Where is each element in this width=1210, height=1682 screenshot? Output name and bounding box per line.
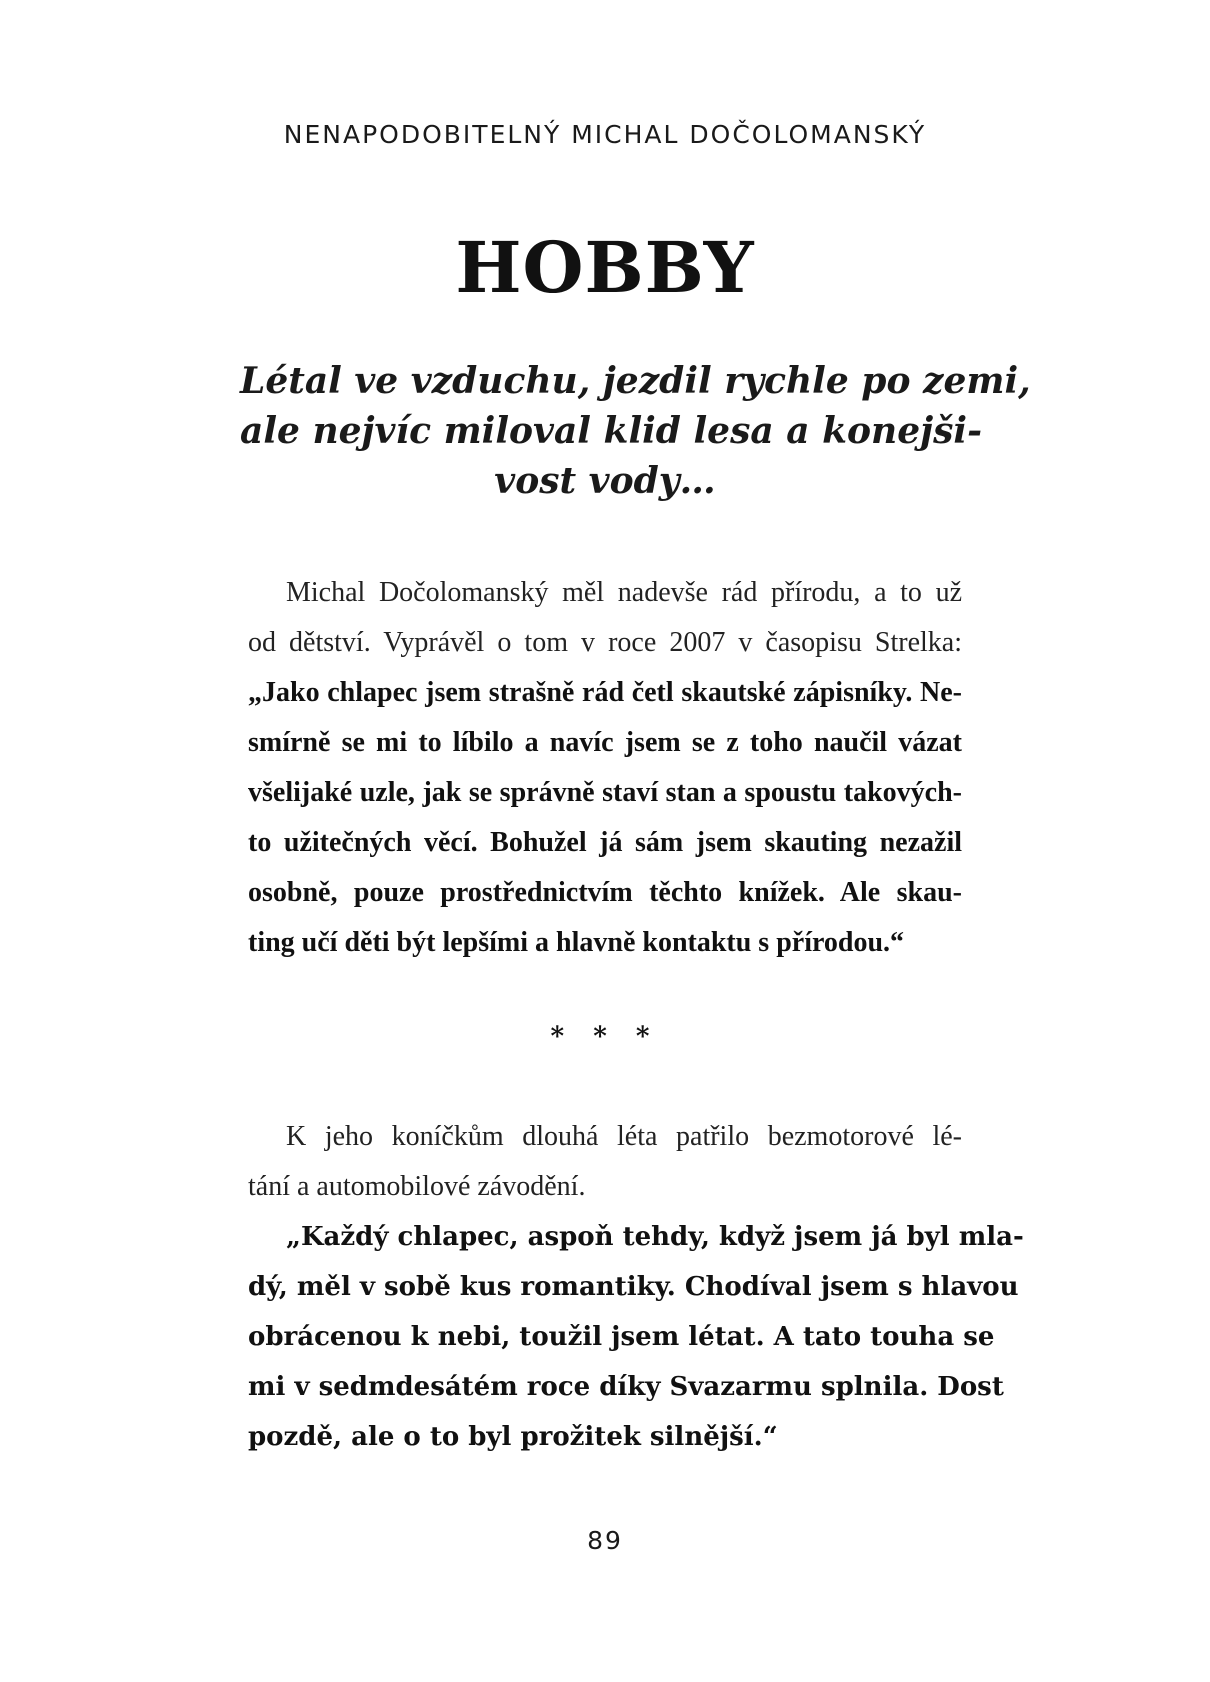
- quote-line: všelijaké uzle, jak se správně staví stan a spoustu takových-: [248, 777, 962, 808]
- quote-line: pozdě, ale o to byl prožitek silnější.“: [248, 1422, 778, 1452]
- subtitle-line: Létal ve vzduchu, jezdil rychle po zemi,: [240, 360, 1031, 402]
- subtitle-line: vost vody…: [494, 460, 716, 502]
- quote-line: dý, měl v sobě kus romantiky. Chodíval jsem s hlavou: [248, 1272, 1019, 1302]
- quote-line: „Každý chlapec, aspoň tehdy, když jsem já byl mla-: [286, 1222, 1024, 1252]
- quote-line: smírně se mi to líbilo a navíc jsem se z toho naučil vázat: [248, 727, 962, 758]
- quote-line: ting učí děti být lepšími a hlavně kontaktu s přírodou.“: [248, 927, 905, 958]
- paragraph-hobbies: [248, 1112, 962, 1212]
- subtitle-line: ale nejvíc miloval klid lesa a konejši-: [240, 410, 983, 452]
- quote-line: to užitečných věcí. Bohužel já sám jsem skauting nezažil: [248, 827, 962, 858]
- text-line: K jeho koníčkům dlouhá léta patřilo bezmotorové lé-: [286, 1121, 962, 1152]
- section-separator: * * *: [550, 1022, 660, 1052]
- quote-line: mi v sedmdesátém roce díky Svazarmu splnila. Dost: [248, 1372, 1004, 1402]
- paragraph-quote: [248, 1212, 1024, 1462]
- text-line: od dětství. Vyprávěl o tom v roce 2007 v časopisu Strelka:: [248, 627, 962, 658]
- quote-line: obrácenou k nebi, toužil jsem létat. A tato touha se: [248, 1322, 995, 1352]
- running-head: NENAPODOBITELNÝ MICHAL DOČOLOMANSKÝ: [283, 120, 927, 149]
- chapter-subtitle: [240, 356, 1031, 506]
- page-number: 89: [587, 1526, 623, 1555]
- chapter-title: HOBBY: [455, 226, 755, 309]
- text-line: Michal Dočolomanský měl nadevše rád přírodu, a to už: [286, 577, 962, 608]
- text-line: tání a automobilové závodění.: [248, 1171, 586, 1202]
- quote-line: „Jako chlapec jsem strašně rád četl skautské zápisníky. Ne-: [248, 677, 962, 708]
- paragraph-intro: [248, 568, 962, 968]
- quote-line: osobně, pouze prostřednictvím těchto knížek. Ale skau-: [248, 877, 962, 908]
